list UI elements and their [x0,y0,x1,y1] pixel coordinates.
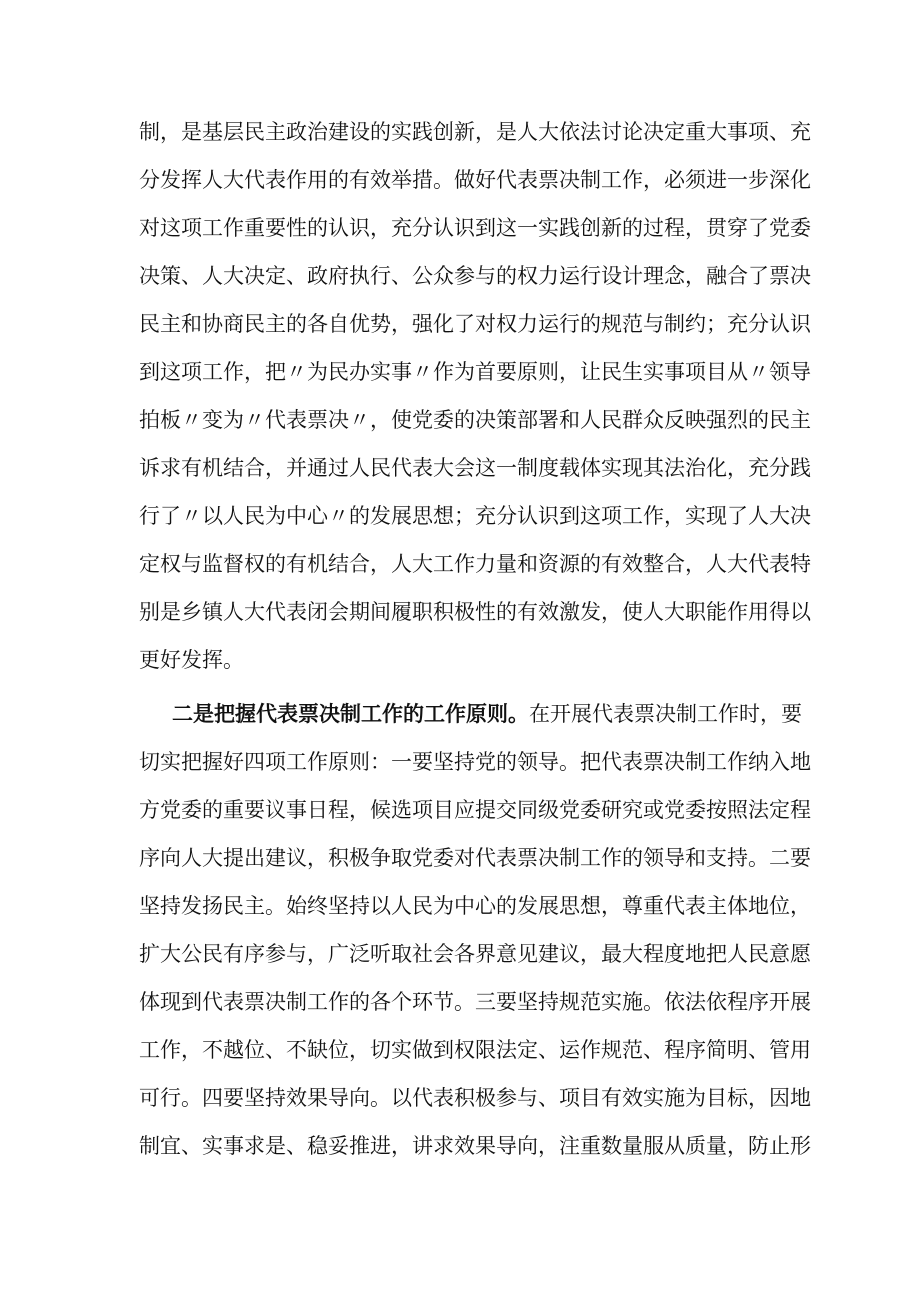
paragraph-2-line-4: 序向人大提出建议，积极争取党委对代表票决制工作的领导和支持。二要 [139,846,811,870]
paragraph-2-line-1-text: 在开展代表票决制工作时，要 [529,702,802,726]
paragraph-1-line-1: 制，是基层民主政治建设的实践创新，是人大依法讨论决定重大事项、充 [139,120,811,144]
paragraph-1-line-10: 定权与监督权的有机结合，人大工作力量和资源的有效整合，人大代表特 [139,552,811,576]
paragraph-1-line-8: 诉求有机结合，并通过人民代表大会这一制度载体实现其法治化，充分践 [139,456,811,480]
paragraph-1-line-7: 拍板〃变为〃代表票决〃，使党委的决策部署和人民群众反映强烈的民主 [139,408,811,432]
paragraph-2-line-1 [172,694,802,734]
paragraph-1-line-11: 别是乡镇人大代表闭会期间履职积极性的有效激发，使人大职能作用得以 [139,600,811,624]
paragraph-2-line-5: 坚持发扬民主。始终坚持以人民为中心的发展思想，尊重代表主体地位， [139,894,811,918]
paragraph-2-line-6: 扩大公民有序参与，广泛听取社会各界意见建议，最大程度地把人民意愿 [139,942,811,966]
paragraph-1-line-3: 对这项工作重要性的认识，充分认识到这一实践创新的过程，贯穿了党委 [139,216,811,240]
paragraph-1-line-4: 决策、人大决定、政府执行、公众参与的权力运行设计理念，融合了票决 [139,264,811,288]
paragraph-1-line-5: 民主和协商民主的各自优势，强化了对权力运行的规范与制约；充分认识 [139,312,811,336]
paragraph-1-line-9: 行了〃以人民为中心〃的发展思想；充分认识到这项工作，实现了人大决 [139,504,811,528]
paragraph-2-line-7: 体现到代表票决制工作的各个环节。三要坚持规范实施。依法依程序开展 [139,990,811,1014]
paragraph-2-line-3: 方党委的重要议事日程，候选项目应提交同级党委研究或党委按照法定程 [139,798,811,822]
paragraph-1-line-2: 分发挥人大代表作用的有效举措。做好代表票决制工作，必须进一步深化 [139,168,811,192]
paragraph-2-line-2: 切实把握好四项工作原则：一要坚持党的领导。把代表票决制工作纳入地 [139,750,811,774]
paragraph-2-line-8: 工作，不越位、不缺位，切实做到权限法定、运作规范、程序简明、管用 [139,1038,811,1062]
paragraph-2-line-10: 制宜、实事求是、稳妥推进，讲求效果导向，注重数量服从质量，防止形 [139,1134,811,1158]
paragraph-1-line-6: 到这项工作，把〃为民办实事〃作为首要原则，让民生实事项目从〃领导 [139,360,811,384]
paragraph-2-line-9: 可行。四要坚持效果导向。以代表积极参与、项目有效实施为目标，因地 [139,1086,811,1110]
paragraph-1-line-12: 更好发挥。 [139,648,244,672]
paragraph-2-heading: 二是把握代表票决制工作的工作原则。 [172,702,529,726]
